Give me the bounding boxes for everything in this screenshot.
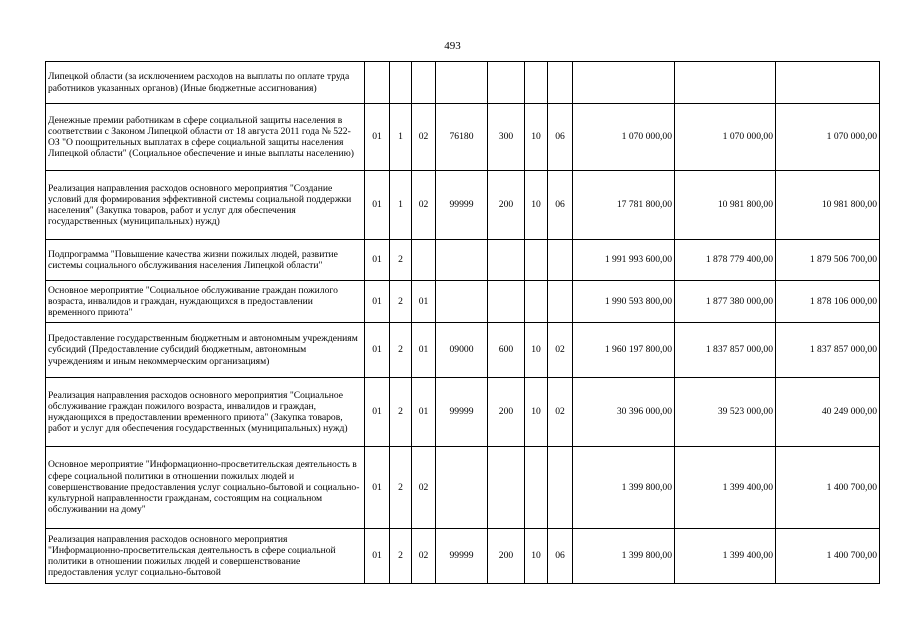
section-code — [525, 240, 548, 281]
table-row — [46, 240, 880, 281]
row-description: Подпрограмма "Повышение качества жизни пожилых людей, развитие системы социального обслуживания населения Липецкой области" — [46, 240, 365, 281]
table-row — [46, 62, 880, 104]
row-description: Основное мероприятие "Информационно-просветительская деятельность в сфере социальной политики в отношении пожилых людей и совершенствование предоставления услуг социально-бытовой и социально-культурной направленности гражданам, состоящим на социальном обслуживании на дому" — [46, 447, 365, 529]
amount-year-1: 1 991 993 600,00 — [573, 240, 675, 281]
row-description: Реализация направления расходов основного мероприятия "Социальное обслуживание граждан пожилого возраста, инвалидов и граждан, нуждающихся в предоставлении временного приюта" (Закупка товаров, работ и услуг для обеспечения государственных (муниципальных) нужд) — [46, 378, 365, 447]
table-row — [46, 323, 880, 378]
expense-type-code — [488, 281, 525, 323]
amount-year-2: 1 399 400,00 — [675, 529, 776, 584]
table-row — [46, 171, 880, 240]
subsection-code — [548, 240, 573, 281]
amount-year-3: 10 981 800,00 — [776, 171, 880, 240]
event-code: 01 — [412, 323, 436, 378]
amount-year-1: 1 399 800,00 — [573, 447, 675, 529]
direction-code — [436, 447, 488, 529]
subprogram-code: 2 — [390, 281, 412, 323]
subprogram-code: 2 — [390, 447, 412, 529]
subsection-code — [548, 62, 573, 104]
section-code: 10 — [525, 104, 548, 171]
amount-year-1: 1 960 197 800,00 — [573, 323, 675, 378]
subsection-code: 06 — [548, 529, 573, 584]
subprogram-code: 2 — [390, 240, 412, 281]
expense-type-code — [488, 240, 525, 281]
program-code — [365, 62, 390, 104]
event-code: 01 — [412, 281, 436, 323]
section-code — [525, 281, 548, 323]
amount-year-2: 10 981 800,00 — [675, 171, 776, 240]
subprogram-code: 2 — [390, 378, 412, 447]
section-code: 10 — [525, 529, 548, 584]
subprogram-code: 2 — [390, 323, 412, 378]
amount-year-2: 1 878 779 400,00 — [675, 240, 776, 281]
amount-year-3: 1 070 000,00 — [776, 104, 880, 171]
direction-code: 76180 — [436, 104, 488, 171]
row-description: Основное мероприятие "Социальное обслуживание граждан пожилого возраста, инвалидов и граждан, нуждающихся в предоставлении временного приюта" — [46, 281, 365, 323]
event-code: 02 — [412, 171, 436, 240]
row-description: Денежные премии работникам в сфере социальной защиты населения в соответствии с Законом Липецкой области от 18 августа 2011 года № 522-ОЗ "О поощрительных выплатах в сфере социальной защиты населения Липецкой области" (Социальное обеспечение и иные выплаты населению) — [46, 104, 365, 171]
amount-year-2: 1 877 380 000,00 — [675, 281, 776, 323]
amount-year-3: 1 837 857 000,00 — [776, 323, 880, 378]
table-row — [46, 378, 880, 447]
section-code: 10 — [525, 323, 548, 378]
subprogram-code: 1 — [390, 104, 412, 171]
section-code — [525, 62, 548, 104]
event-code: 02 — [412, 529, 436, 584]
budget-table — [45, 61, 880, 584]
subprogram-code: 2 — [390, 529, 412, 584]
direction-code: 99999 — [436, 378, 488, 447]
page-number: 493 — [444, 40, 461, 52]
program-code: 01 — [365, 378, 390, 447]
event-code — [412, 62, 436, 104]
program-code: 01 — [365, 323, 390, 378]
event-code — [412, 240, 436, 281]
direction-code — [436, 62, 488, 104]
amount-year-1: 1 399 800,00 — [573, 529, 675, 584]
expense-type-code: 200 — [488, 529, 525, 584]
program-code: 01 — [365, 529, 390, 584]
table-row — [46, 529, 880, 584]
amount-year-1 — [573, 62, 675, 104]
amount-year-2 — [675, 62, 776, 104]
subsection-code — [548, 281, 573, 323]
amount-year-2: 1 837 857 000,00 — [675, 323, 776, 378]
event-code: 02 — [412, 104, 436, 171]
amount-year-3: 1 400 700,00 — [776, 447, 880, 529]
row-description: Реализация направления расходов основного мероприятия "Информационно-просветительская деятельность в сфере социальной политики в отношении пожилых людей и совершенствование предоставления услуг социально-бытовой — [46, 529, 365, 584]
direction-code — [436, 281, 488, 323]
row-description: Предоставление государственным бюджетным и автономным учреждениям субсидий (Предоставление субсидий бюджетным, автономным учреждениям и иным некоммерческим организациям) — [46, 323, 365, 378]
table-row — [46, 281, 880, 323]
subsection-code: 06 — [548, 104, 573, 171]
subsection-code — [548, 447, 573, 529]
row-description: Липецкой области (за исключением расходов на выплаты по оплате труда работников указанных органов) (Иные бюджетные ассигнования) — [46, 62, 365, 104]
amount-year-3: 1 879 506 700,00 — [776, 240, 880, 281]
amount-year-1: 1 990 593 800,00 — [573, 281, 675, 323]
event-code: 01 — [412, 378, 436, 447]
amount-year-2: 1 399 400,00 — [675, 447, 776, 529]
expense-type-code: 200 — [488, 171, 525, 240]
subprogram-code: 1 — [390, 171, 412, 240]
expense-type-code — [488, 447, 525, 529]
amount-year-3: 40 249 000,00 — [776, 378, 880, 447]
program-code: 01 — [365, 171, 390, 240]
amount-year-1: 1 070 000,00 — [573, 104, 675, 171]
section-code — [525, 447, 548, 529]
program-code: 01 — [365, 281, 390, 323]
amount-year-1: 30 396 000,00 — [573, 378, 675, 447]
section-code: 10 — [525, 171, 548, 240]
amount-year-3: 1 400 700,00 — [776, 529, 880, 584]
row-description: Реализация направления расходов основного мероприятия "Создание условий для формирования эффективной системы социальной поддержки населения" (Закупка товаров, работ и услуг для обеспечения государственных (муниципальных) нужд) — [46, 171, 365, 240]
event-code: 02 — [412, 447, 436, 529]
amount-year-2: 1 070 000,00 — [675, 104, 776, 171]
subsection-code: 02 — [548, 378, 573, 447]
program-code: 01 — [365, 104, 390, 171]
subprogram-code — [390, 62, 412, 104]
budget-table-body — [46, 62, 880, 584]
direction-code: 09000 — [436, 323, 488, 378]
expense-type-code: 300 — [488, 104, 525, 171]
subsection-code: 02 — [548, 323, 573, 378]
subsection-code: 06 — [548, 171, 573, 240]
program-code: 01 — [365, 447, 390, 529]
program-code: 01 — [365, 240, 390, 281]
table-row — [46, 104, 880, 171]
direction-code: 99999 — [436, 171, 488, 240]
direction-code — [436, 240, 488, 281]
amount-year-1: 17 781 800,00 — [573, 171, 675, 240]
expense-type-code: 200 — [488, 378, 525, 447]
table-row — [46, 447, 880, 529]
amount-year-3: 1 878 106 000,00 — [776, 281, 880, 323]
expense-type-code — [488, 62, 525, 104]
amount-year-3 — [776, 62, 880, 104]
direction-code: 99999 — [436, 529, 488, 584]
expense-type-code: 600 — [488, 323, 525, 378]
amount-year-2: 39 523 000,00 — [675, 378, 776, 447]
section-code: 10 — [525, 378, 548, 447]
